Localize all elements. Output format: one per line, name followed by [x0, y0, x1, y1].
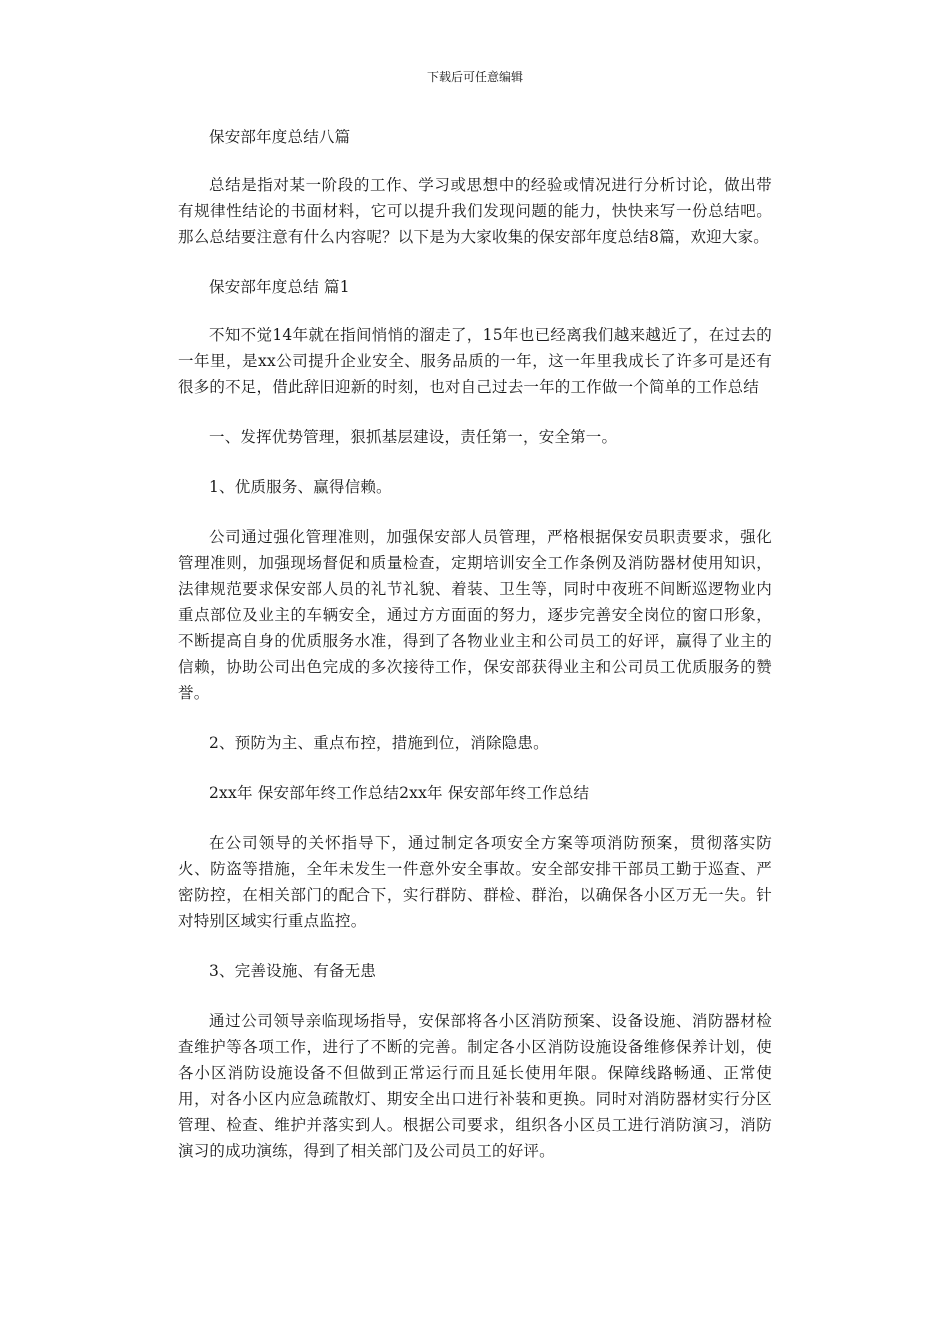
paragraph-4: 通过公司领导亲临现场指导，安保部将各小区消防预案、设备设施、消防器材检查维护等各项工作，进行了不断的完善。制定各小区消防设施设备维修保养计划，使各小区消防设施设备不但做到正常运行而且延长使用年限。保障线路畅通、正常使用，对各小区内应急疏散灯、期安全出口进行补装和更换。同时对消防器材实行分区管理、检查、维护并落实到人。根据公司要求，组织各小区员工进行消防演习，消防演习的成功演练，得到了相关部门及公司员工的好评。	[178, 1012, 772, 1160]
subheading-1: 1、优质服务、赢得信赖。	[209, 478, 392, 496]
paragraph-2: 公司通过强化管理准则，加强保安部人员管理，严格根据保安员职责要求，强化管理准则，加强现场督促和质量检查，定期培训安全工作条例及消防器材使用知识，法律规范要求保安部人员的礼节礼貌、着装、卫生等，同时中夜班不间断巡逻物业内重点部位及业主的车辆安全，通过方方面面的努力，逐步完善安全岗位的窗口形象，不断提高自身的优质服务水准，得到了各物业业主和公司员工的好评，赢得了业主的信赖，协助公司出色完成的多次接待工作，保安部获得业主和公司员工优质服务的赞誉。	[178, 528, 772, 702]
intro-paragraph: 总结是指对某一阶段的工作、学习或思想中的经验或情况进行分析讨论，做出带有规律性结论的书面材料，它可以提升我们发现问题的能力，快快来写一份总结吧。那么总结要注意有什么内容呢？以下是为大家收集的保安部年度总结8篇，欢迎大家。	[178, 176, 772, 246]
document-title: 保安部年度总结八篇	[209, 128, 351, 146]
subheading-3: 3、完善设施、有备无患	[209, 962, 377, 980]
section-title-1: 保安部年度总结 篇1	[209, 278, 350, 296]
subheading-2: 2、预防为主、重点布控，措施到位，消除隐患。	[209, 734, 549, 752]
heading-1: 一、发挥优势管理，狠抓基层建设，责任第一，安全第一。	[209, 428, 618, 446]
paragraph-3: 在公司领导的关怀指导下，通过制定各项安全方案等项消防预案，贯彻落实防火、防盗等措施，全年未发生一件意外安全事故。安全部安排干部员工勤于巡查、严密防控，在相关部门的配合下，实行群防、群检、群治，以确保各小区万无一失。针对特别区域实行重点监控。	[178, 834, 772, 930]
document-body	[178, 124, 772, 1188]
header-note: 下载后可任意编辑	[426, 70, 523, 84]
inline-heading: 2xx年 保安部年终工作总结2xx年 保安部年终工作总结	[209, 784, 590, 802]
paragraph-1: 不知不觉14年就在指间悄悄的溜走了，15年也已经离我们越来越近了，在过去的一年里，是xx公司提升企业安全、服务品质的一年，这一年里我成长了许多可是还有很多的不足，借此辞旧迎新的时刻，也对自己过去一年的工作做一个简单的工作总结	[178, 326, 772, 396]
